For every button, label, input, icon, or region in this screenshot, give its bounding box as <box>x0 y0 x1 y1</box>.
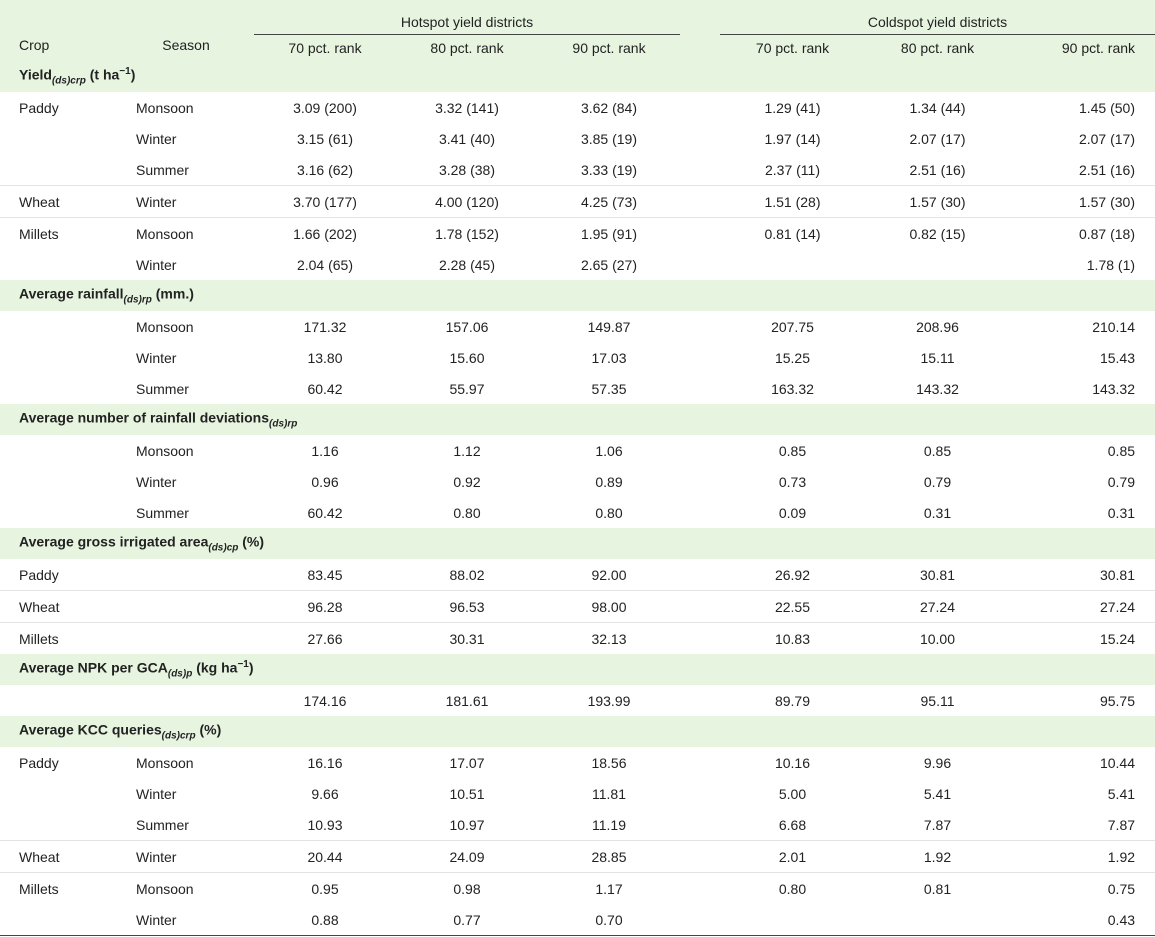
value-cell: 143.32 <box>916 380 959 397</box>
value-cell: 193.99 <box>587 692 631 709</box>
season-cell: Winter <box>136 785 177 802</box>
value-cell: 28.85 <box>538 841 680 873</box>
section-title <box>0 280 1155 311</box>
spacer-cell <box>680 591 720 623</box>
season-cell: Winter <box>136 256 177 273</box>
rank-header: 90 pct. rank <box>1061 40 1136 56</box>
season-cell <box>118 685 254 717</box>
value-cell: 30.81 <box>919 566 956 583</box>
value-cell: 27.66 <box>254 623 396 655</box>
spacer-cell <box>680 778 720 809</box>
section-subscript: (ds)crp <box>161 730 196 742</box>
season-cell: Monsoon <box>136 318 194 335</box>
season-cell: Winter <box>136 473 177 490</box>
value-cell: 18.56 <box>591 754 627 771</box>
section-unit: (%) <box>195 721 222 738</box>
value-cell: 1.95 (91) <box>538 218 680 250</box>
section-subscript: (ds)crp <box>51 75 86 87</box>
value-cell: 0.70 <box>538 904 680 936</box>
crop-cell <box>0 311 118 343</box>
value-cell: 0.81 <box>865 873 1010 905</box>
value-cell: 24.09 <box>396 841 538 873</box>
value-cell: 1.92 <box>865 841 1010 873</box>
value-cell: 0.88 <box>254 904 396 936</box>
season-cell: Winter <box>118 186 254 218</box>
crop-cell <box>0 435 118 467</box>
value-cell: 20.44 <box>254 841 396 873</box>
spacer-cell <box>680 466 720 497</box>
season-cell: Summer <box>136 380 189 397</box>
value-cell: 1.57 (30) <box>1010 186 1155 218</box>
section-unit: (mm.) <box>151 285 194 302</box>
value-cell: 60.42 <box>307 504 343 521</box>
value-cell: 9.96 <box>923 754 952 771</box>
table-row <box>0 559 1155 591</box>
value-cell: 0.43 <box>1010 904 1155 936</box>
value-cell: 0.31 <box>923 504 952 521</box>
spacer-cell <box>680 497 720 528</box>
season-cell: Summer <box>136 504 189 521</box>
value-cell: 55.97 <box>449 380 485 397</box>
value-cell: 9.66 <box>311 785 339 802</box>
value-cell: 3.33 (19) <box>580 161 638 178</box>
crop-cell: Millets <box>0 873 118 905</box>
value-cell: 2.28 (45) <box>438 256 496 273</box>
value-cell: 30.81 <box>1099 566 1136 583</box>
value-cell: 7.87 <box>923 816 952 833</box>
table-row <box>0 466 1155 497</box>
value-cell: 26.92 <box>774 566 811 583</box>
section-label: Average gross irrigated area <box>19 533 209 550</box>
value-cell: 1.06 <box>595 442 623 459</box>
spacer-cell <box>680 92 720 124</box>
value-cell: 83.45 <box>307 566 343 583</box>
spacer-cell <box>680 186 720 218</box>
section-subscript: (ds)rp <box>269 418 298 430</box>
value-cell: 10.93 <box>307 816 343 833</box>
spacer-cell <box>680 218 720 250</box>
crop-cell: Paddy <box>19 99 59 116</box>
section-unit-close: ) <box>248 659 254 676</box>
value-cell: 0.95 <box>254 873 396 905</box>
crop-cell <box>0 342 118 373</box>
crop-cell: Millets <box>0 623 118 655</box>
spacer-cell <box>680 559 720 591</box>
table-row <box>0 809 1155 841</box>
value-cell: 3.16 (62) <box>296 161 354 178</box>
value-cell: 1.78 (1) <box>1086 256 1136 273</box>
value-cell: 0.75 <box>1010 873 1155 905</box>
spacer-cell <box>680 841 720 873</box>
table-row <box>0 186 1155 218</box>
value-cell: 1.97 (14) <box>764 130 821 147</box>
value-cell: 0.77 <box>396 904 538 936</box>
value-cell: 1.16 <box>311 442 339 459</box>
value-cell: 2.51 (16) <box>1078 161 1136 178</box>
crop-cell <box>0 373 118 404</box>
table-row <box>0 249 1155 280</box>
spacer-cell <box>680 154 720 186</box>
value-cell: 1.78 (152) <box>396 218 538 250</box>
value-cell: 10.51 <box>449 785 485 802</box>
table-row <box>0 435 1155 467</box>
value-cell: 0.79 <box>1107 473 1136 490</box>
value-cell: 207.75 <box>771 318 814 335</box>
value-cell: 6.68 <box>778 816 807 833</box>
value-cell: 15.25 <box>774 349 811 366</box>
value-cell: 0.09 <box>778 504 807 521</box>
section-header <box>0 716 1155 747</box>
spacer-cell <box>680 623 720 655</box>
value-cell: 17.07 <box>449 754 485 771</box>
value-cell: 98.00 <box>538 591 680 623</box>
season-cell <box>118 559 254 591</box>
season-cell: Monsoon <box>136 754 194 771</box>
value-cell: 30.31 <box>396 623 538 655</box>
section-label: Average rainfall <box>19 285 124 302</box>
rank-header: 70 pct. rank <box>755 40 830 56</box>
crop-cell <box>0 123 118 154</box>
value-cell: 2.65 (27) <box>580 256 638 273</box>
crop-cell <box>0 154 118 186</box>
value-cell: 3.41 (40) <box>438 130 496 147</box>
value-cell: 0.82 (15) <box>865 218 1010 250</box>
value-cell: 22.55 <box>720 591 865 623</box>
spacer-cell <box>680 249 720 280</box>
spacer-cell <box>680 435 720 467</box>
value-cell: 0.85 <box>778 442 807 459</box>
section-title <box>0 404 1155 435</box>
value-cell: 32.13 <box>538 623 680 655</box>
table-row <box>0 218 1155 250</box>
value-cell: 1.17 <box>538 873 680 905</box>
value-cell: 181.61 <box>445 692 489 709</box>
value-cell: 1.34 (44) <box>909 99 966 116</box>
table-row <box>0 497 1155 528</box>
value-cell: 10.00 <box>865 623 1010 655</box>
value-cell: 3.32 (141) <box>435 99 499 116</box>
coldspot-header: Coldspot yield districts <box>720 0 1155 35</box>
value-cell: 208.96 <box>916 318 959 335</box>
season-cell: Monsoon <box>136 99 194 116</box>
value-cell: 10.16 <box>774 754 811 771</box>
table-row <box>0 904 1155 936</box>
season-cell: Monsoon <box>118 218 254 250</box>
season-cell: Winter <box>136 349 177 366</box>
crop-cell <box>0 778 118 809</box>
spacer-cell <box>680 873 720 905</box>
section-label: Yield <box>19 66 52 83</box>
value-cell: 15.60 <box>449 349 485 366</box>
value-cell: 10.97 <box>449 816 485 833</box>
value-cell: 15.11 <box>920 349 955 366</box>
value-cell: 1.45 (50) <box>1078 99 1136 116</box>
section-title <box>0 61 1155 92</box>
value-cell: 15.43 <box>1099 349 1136 366</box>
value-cell: 0.81 (14) <box>720 218 865 250</box>
value-cell: 11.19 <box>592 816 626 833</box>
season-cell: Summer <box>136 161 189 178</box>
value-cell: 88.02 <box>449 566 485 583</box>
value-cell: 95.11 <box>920 692 955 709</box>
crop-cell: Millets <box>0 218 118 250</box>
section-label: Average number of rainfall deviations <box>19 409 269 426</box>
value-cell: 0.80 <box>595 504 623 521</box>
value-cell: 57.35 <box>591 380 627 397</box>
value-cell: 0.96 <box>311 473 339 490</box>
value-cell: 2.37 (11) <box>765 161 820 178</box>
section-label: Average KCC queries <box>19 721 162 738</box>
value-cell: 95.75 <box>1099 692 1136 709</box>
rank-header: 80 pct. rank <box>430 40 504 56</box>
value-cell: 15.24 <box>1010 623 1155 655</box>
value-cell: 3.62 (84) <box>580 99 638 116</box>
hotspot-header: Hotspot yield districts <box>254 0 680 35</box>
crop-cell <box>0 904 118 936</box>
section-unit-exponent: −1 <box>119 65 131 77</box>
value-cell: 163.32 <box>771 380 814 397</box>
crop-cell: Paddy <box>19 754 59 771</box>
table-row <box>0 841 1155 873</box>
section-header <box>0 654 1155 685</box>
value-cell: 0.98 <box>396 873 538 905</box>
value-cell: 171.32 <box>303 318 347 335</box>
season-cell <box>118 591 254 623</box>
value-cell: 0.73 <box>778 473 807 490</box>
value-cell: 1.57 (30) <box>865 186 1010 218</box>
value-cell: 2.51 (16) <box>909 161 966 178</box>
value-cell: 174.16 <box>303 692 347 709</box>
value-cell: 3.15 (61) <box>296 130 354 147</box>
value-cell: 17.03 <box>591 349 627 366</box>
value-cell: 3.28 (38) <box>438 161 496 178</box>
season-cell <box>118 623 254 655</box>
season-cell: Monsoon <box>136 442 194 459</box>
crop-cell: Wheat <box>0 591 118 623</box>
section-title <box>0 716 1155 747</box>
value-cell: 2.07 (17) <box>1078 130 1136 147</box>
value-cell: 10.44 <box>1099 754 1136 771</box>
value-cell: 3.09 (200) <box>293 99 357 116</box>
table-row <box>0 123 1155 154</box>
value-cell: 92.00 <box>591 566 627 583</box>
value-cell: 0.87 (18) <box>1010 218 1155 250</box>
section-unit-exponent: −1 <box>237 658 249 670</box>
value-cell: 1.92 <box>1010 841 1155 873</box>
value-cell: 157.06 <box>445 318 489 335</box>
section-subscript: (ds)rp <box>123 294 152 306</box>
value-cell <box>865 249 1010 280</box>
value-cell: 7.87 <box>1107 816 1136 833</box>
value-cell: 0.85 <box>1107 442 1136 459</box>
value-cell <box>720 249 865 280</box>
crop-header: Crop <box>19 37 50 53</box>
table-row <box>0 685 1155 717</box>
value-cell: 2.01 <box>720 841 865 873</box>
rank-header: 80 pct. rank <box>900 40 975 56</box>
table-header <box>0 0 1155 61</box>
value-cell: 27.24 <box>865 591 1010 623</box>
season-header: Season <box>162 37 210 53</box>
section-header <box>0 528 1155 559</box>
rank-header: 90 pct. rank <box>572 40 646 56</box>
value-cell: 11.81 <box>592 785 626 802</box>
value-cell <box>865 904 1010 936</box>
section-header <box>0 280 1155 311</box>
table-row <box>0 154 1155 186</box>
value-cell: 3.70 (177) <box>254 186 396 218</box>
section-header <box>0 404 1155 435</box>
spacer-cell <box>680 123 720 154</box>
value-cell: 4.00 (120) <box>396 186 538 218</box>
value-cell: 143.32 <box>1092 380 1136 397</box>
table-row <box>0 747 1155 779</box>
spacer-cell <box>680 311 720 343</box>
crop-cell <box>0 809 118 841</box>
section-title <box>0 528 1155 559</box>
section-unit: (%) <box>238 533 265 550</box>
spacer-cell <box>680 809 720 841</box>
crop-cell: Wheat <box>0 186 118 218</box>
table-row <box>0 778 1155 809</box>
value-cell: 96.28 <box>254 591 396 623</box>
crop-cell <box>0 249 118 280</box>
value-cell: 27.24 <box>1010 591 1155 623</box>
value-cell: 89.79 <box>774 692 811 709</box>
table-body <box>0 61 1155 936</box>
value-cell: 5.41 <box>923 785 952 802</box>
crop-cell: Paddy <box>19 566 59 583</box>
value-cell: 1.51 (28) <box>720 186 865 218</box>
spacer-cell <box>680 342 720 373</box>
value-cell: 0.89 <box>595 473 623 490</box>
value-cell: 16.16 <box>307 754 343 771</box>
season-cell: Winter <box>118 841 254 873</box>
value-cell: 149.87 <box>587 318 631 335</box>
value-cell: 4.25 (73) <box>538 186 680 218</box>
table-row <box>0 373 1155 404</box>
section-title <box>0 654 1155 685</box>
value-cell: 0.92 <box>453 473 481 490</box>
value-cell: 1.12 <box>453 442 481 459</box>
table-row <box>0 873 1155 905</box>
season-cell: Monsoon <box>118 873 254 905</box>
spacer-cell <box>680 904 720 936</box>
value-cell <box>720 904 865 936</box>
spacer-cell <box>680 373 720 404</box>
table-row <box>0 591 1155 623</box>
spacer-cell <box>680 685 720 717</box>
value-cell: 210.14 <box>1092 318 1136 335</box>
section-unit: (t ha <box>85 66 120 83</box>
crop-cell <box>0 497 118 528</box>
value-cell: 0.79 <box>923 473 952 490</box>
value-cell: 2.04 (65) <box>296 256 354 273</box>
value-cell: 2.07 (17) <box>909 130 966 147</box>
rank-header: 70 pct. rank <box>288 40 362 56</box>
crop-cell <box>0 685 118 717</box>
value-cell: 13.80 <box>307 349 343 366</box>
section-unit-close: ) <box>130 66 136 83</box>
section-subscript: (ds)cp <box>208 542 239 554</box>
value-cell: 5.00 <box>778 785 807 802</box>
crop-cell: Wheat <box>0 841 118 873</box>
value-cell: 0.80 <box>720 873 865 905</box>
section-unit: (kg ha <box>192 659 238 676</box>
value-cell: 10.83 <box>720 623 865 655</box>
section-header <box>0 61 1155 92</box>
value-cell: 0.85 <box>923 442 952 459</box>
crop-cell <box>0 466 118 497</box>
table-row <box>0 92 1155 124</box>
value-cell: 0.31 <box>1107 504 1136 521</box>
season-cell: Winter <box>118 904 254 936</box>
value-cell: 0.80 <box>453 504 481 521</box>
table-row <box>0 623 1155 655</box>
spacer-cell <box>680 747 720 779</box>
table-row <box>0 342 1155 373</box>
value-cell: 1.66 (202) <box>254 218 396 250</box>
value-cell: 5.41 <box>1107 785 1136 802</box>
value-cell: 1.29 (41) <box>764 99 821 116</box>
value-cell: 3.85 (19) <box>580 130 638 147</box>
season-cell: Summer <box>136 816 189 833</box>
season-cell: Winter <box>136 130 177 147</box>
value-cell: 60.42 <box>307 380 343 397</box>
section-subscript: (ds)p <box>167 668 193 680</box>
value-cell: 96.53 <box>396 591 538 623</box>
table-row <box>0 311 1155 343</box>
section-label: Average NPK per GCA <box>19 659 168 676</box>
